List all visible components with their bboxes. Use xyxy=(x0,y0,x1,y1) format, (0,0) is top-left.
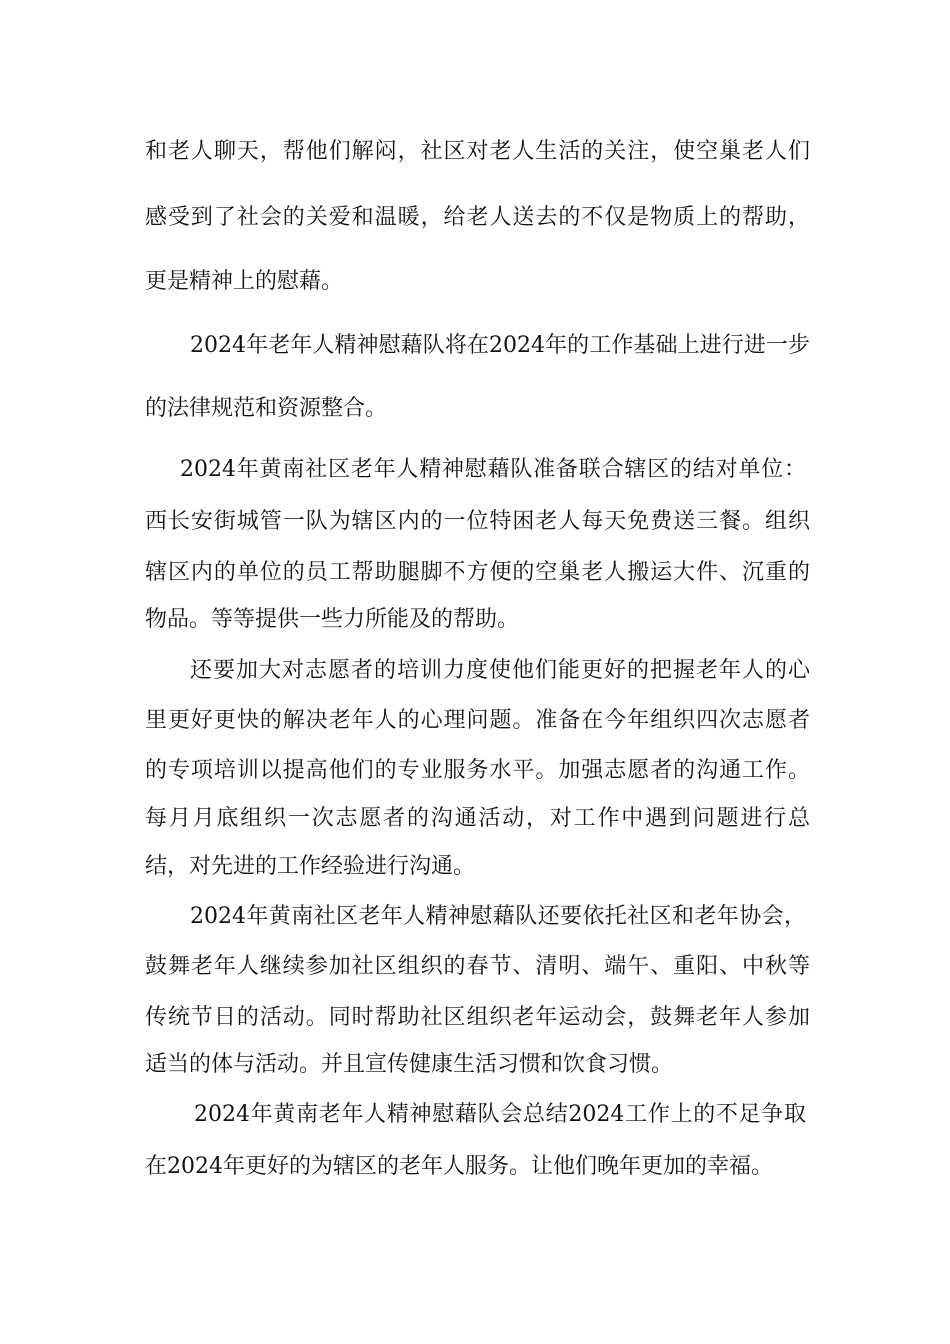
paragraph-4-line-2: 里更好更快的解决老年人的心理问题。准备在今年组织四次志愿者 xyxy=(145,708,810,733)
paragraph-3-line-4: 物品。等等提供一些力所能及的帮助。 xyxy=(145,607,520,632)
paragraph-1-line-1: 和老人聊天，帮他们解闷，社区对老人生活的关注，使空巢老人们 xyxy=(145,139,810,164)
paragraph-6-line-1: 2024年黄南老年人精神慰藉队会总结2024工作上的不足争取 xyxy=(194,1102,806,1127)
paragraph-3-line-3: 辖区内的单位的员工帮助腿脚不方便的空巢老人搬运大件、沉重的 xyxy=(145,560,810,585)
paragraph-4-line-1: 还要加大对志愿者的培训力度使他们能更好的把握老年人的心 xyxy=(190,658,810,683)
paragraph-3-line-1: 2024年黄南社区老年人精神慰藉队准备联合辖区的结对单位： xyxy=(180,457,806,482)
paragraph-5-line-2: 鼓舞老年人继续参加社区组织的春节、清明、端午、重阳、中秋等 xyxy=(145,954,810,979)
paragraph-4-line-5: 结，对先进的工作经验进行沟通。 xyxy=(145,854,476,879)
paragraph-3-line-2: 西长安街城管一队为辖区内的一位特困老人每天免费送三餐。组织 xyxy=(145,509,810,534)
paragraph-1-line-2: 感受到了社会的关爱和温暖，给老人送去的不仅是物质上的帮助， xyxy=(145,205,810,230)
paragraph-1-line-3: 更是精神上的慰藉。 xyxy=(145,269,344,294)
paragraph-5-line-3: 传统节日的活动。同时帮助社区组织老年运动会，鼓舞老年人参加 xyxy=(145,1005,810,1030)
paragraph-5-line-4: 适当的体与活动。并且宣传健康生活习惯和饮食习惯。 xyxy=(145,1052,674,1077)
paragraph-2-line-1: 2024年老年人精神慰藉队将在2024年的工作基础上进行进一步 xyxy=(190,333,810,358)
paragraph-4-line-3: 的专项培训以提高他们的专业服务水平。加强志愿者的沟通工作。 xyxy=(145,758,810,783)
paragraph-5-line-1: 2024年黄南社区老年人精神慰藉队还要依托社区和老年协会， xyxy=(190,904,806,929)
paragraph-6-line-2: 在2024年更好的为辖区的老年人服务。让他们晚年更加的幸福。 xyxy=(145,1154,773,1179)
paragraph-2-line-2: 的法律规范和资源整合。 xyxy=(145,396,388,421)
paragraph-4-line-4: 每月月底组织一次志愿者的沟通活动，对工作中遇到问题进行总 xyxy=(145,806,810,831)
